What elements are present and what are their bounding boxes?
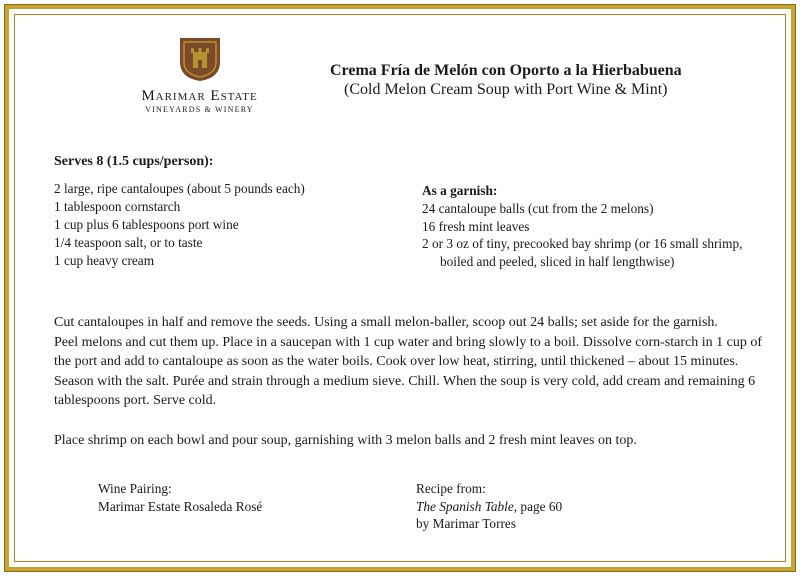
recipe-source-book-line: [416, 498, 562, 516]
ingredient-item: 2 large, ripe cantaloupes (about 5 pounds each): [54, 181, 305, 196]
brand-tagline: VINEYARDS & WINERY: [145, 105, 254, 114]
serves-heading: Serves 8 (1.5 cups/person):: [54, 154, 214, 169]
ingredient-item: 1 tablespoon cornstarch: [54, 199, 181, 214]
ingredient-item: 1/4 teaspoon salt, or to taste: [54, 235, 203, 250]
garnish-item: 2 or 3 oz of tiny, precooked bay shrimp (or 16 small shrimp,: [422, 236, 743, 252]
garnish-item: 24 cantaloupe balls (cut from the 2 melons): [422, 200, 654, 216]
ingredient-item: 1 cup plus 6 tablespoons port wine: [54, 217, 239, 232]
recipe-source-author: by Marimar Torres: [416, 516, 516, 531]
garnish-item-continuation: boiled and peeled, sliced in half lengthwise): [440, 254, 675, 270]
garnish-item: 16 fresh mint leaves: [422, 218, 530, 234]
wine-pairing-label: Wine Pairing:: [98, 481, 172, 496]
brand-logo: [132, 36, 267, 114]
ingredient-list: [54, 180, 305, 270]
instructions: [54, 313, 762, 451]
wine-pairing: [98, 480, 262, 515]
instruction-paragraph: Place shrimp on each bowl and pour soup, garnishing with 3 melon balls and 2 fresh mint leaves on top.: [54, 432, 637, 448]
recipe-subtitle: (Cold Melon Cream Soup with Port Wine & Mint): [344, 81, 668, 98]
garnish-heading: As a garnish:: [422, 183, 498, 198]
recipe-source-book: The Spanish Table: [416, 498, 514, 514]
brand-name: Marimar Estate: [141, 88, 258, 104]
recipe-source-label: Recipe from:: [416, 481, 486, 496]
garnish-list: [422, 182, 782, 271]
instruction-paragraph: Cut cantaloupes in half and remove the seeds. Using a small melon-baller, scoop out 24 balls; set aside for the garnish.: [54, 315, 718, 330]
recipe-source-page: , page 60: [513, 498, 563, 514]
instruction-paragraph: Peel melons and cut them up. Place in a saucepan with 1 cup water and bring slowly to a boil. Dissolve corn-starch in 1 cup of the port and add to cantaloupe as soon as the water boils. Cook over low heat, stirring, until thickened – about 15 minutes. Season with the salt. Purée and strain through a medium sieve. Chill. When the soup is very cold, add cream and remaining 6 tablespoons port. Serve cold.: [54, 334, 762, 409]
wine-pairing-wine: Marimar Estate Rosaleda Rosé: [98, 498, 263, 514]
recipe-title: Crema Fría de Melón con Oporto a la Hierbabuena: [330, 62, 682, 79]
recipe-title-block: [330, 62, 770, 99]
recipe-source: [416, 480, 562, 533]
ingredient-item: 1 cup heavy cream: [54, 253, 155, 268]
estate-crest-icon: [178, 36, 222, 82]
